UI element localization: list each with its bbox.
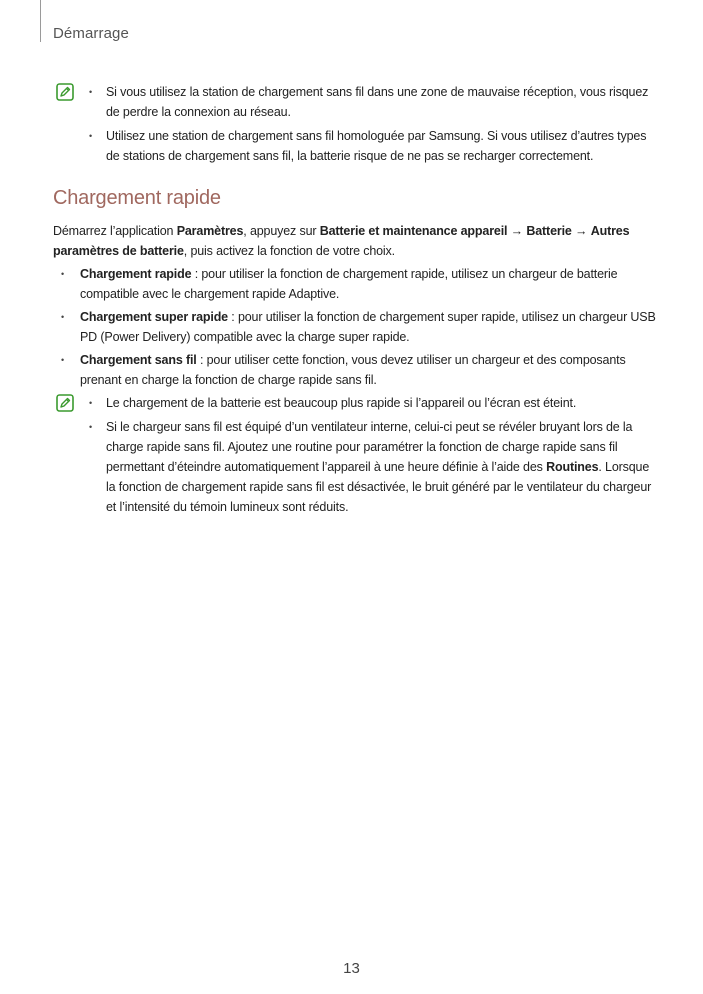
header-title: Démarrage	[53, 25, 129, 42]
note-block-wireless	[53, 82, 653, 170]
note-item: • Si le chargeur sans fil est équipé d’un ventilateur interne, celui-ci peut se révéler bruyant lors de la charge rapide sans fil. Ajoutez une routine pour paramétrer la fonction de charge rapide sans fil permettant d’éteindre automatiquement l’appareil à une heure définie à l’aide des Routines. Lorsque la fonction de chargement rapide sans fil est désactivée, le bruit généré par le ventilateur du chargeur et l’intensité du témoin lumineux sont réduits.	[106, 417, 653, 517]
note-pencil-icon	[56, 83, 74, 101]
note-list	[53, 82, 653, 166]
feature-item-super-fast-charging: • Chargement super rapide : pour utiliser la fonction de chargement super rapide, utilisez un chargeur USB PD (Power Delivery) compatible avec la charge super rapide.	[80, 307, 670, 347]
note-item: • Si vous utilisez la station de chargement sans fil dans une zone de mauvaise réception, vous risquez de perdre la connexion au réseau.	[106, 82, 653, 122]
section-intro: Démarrez l’application Paramètres, appuyez sur Batterie et maintenance appareil → Batterie → Autres paramètres de batterie, puis activez la fonction de votre choix.	[53, 224, 630, 258]
header-divider	[40, 0, 41, 42]
feature-item-wireless-charging: • Chargement sans fil : pour utiliser cette fonction, vous devez utiliser un chargeur et des composants prenant en charge la fonction de charge rapide sans fil.	[80, 350, 670, 390]
note-block-fast-wireless	[53, 393, 653, 521]
note-pencil-icon	[56, 394, 74, 412]
note-item: • Le chargement de la batterie est beaucoup plus rapide si l’appareil ou l’écran est éteint.	[106, 393, 653, 413]
page-number: 13	[343, 960, 360, 977]
feature-list	[53, 264, 670, 393]
section-title: Chargement rapide	[53, 187, 221, 209]
feature-item-fast-charging: • Chargement rapide : pour utiliser la fonction de chargement rapide, utilisez un chargeur de batterie compatible avec le chargement rapide Adaptive.	[80, 264, 670, 304]
note-item: • Utilisez une station de chargement sans fil homologuée par Samsung. Si vous utilisez d’autres types de stations de chargement sans fil, la batterie risque de ne pas se recharger correctement.	[106, 126, 653, 166]
note-list	[53, 393, 653, 517]
